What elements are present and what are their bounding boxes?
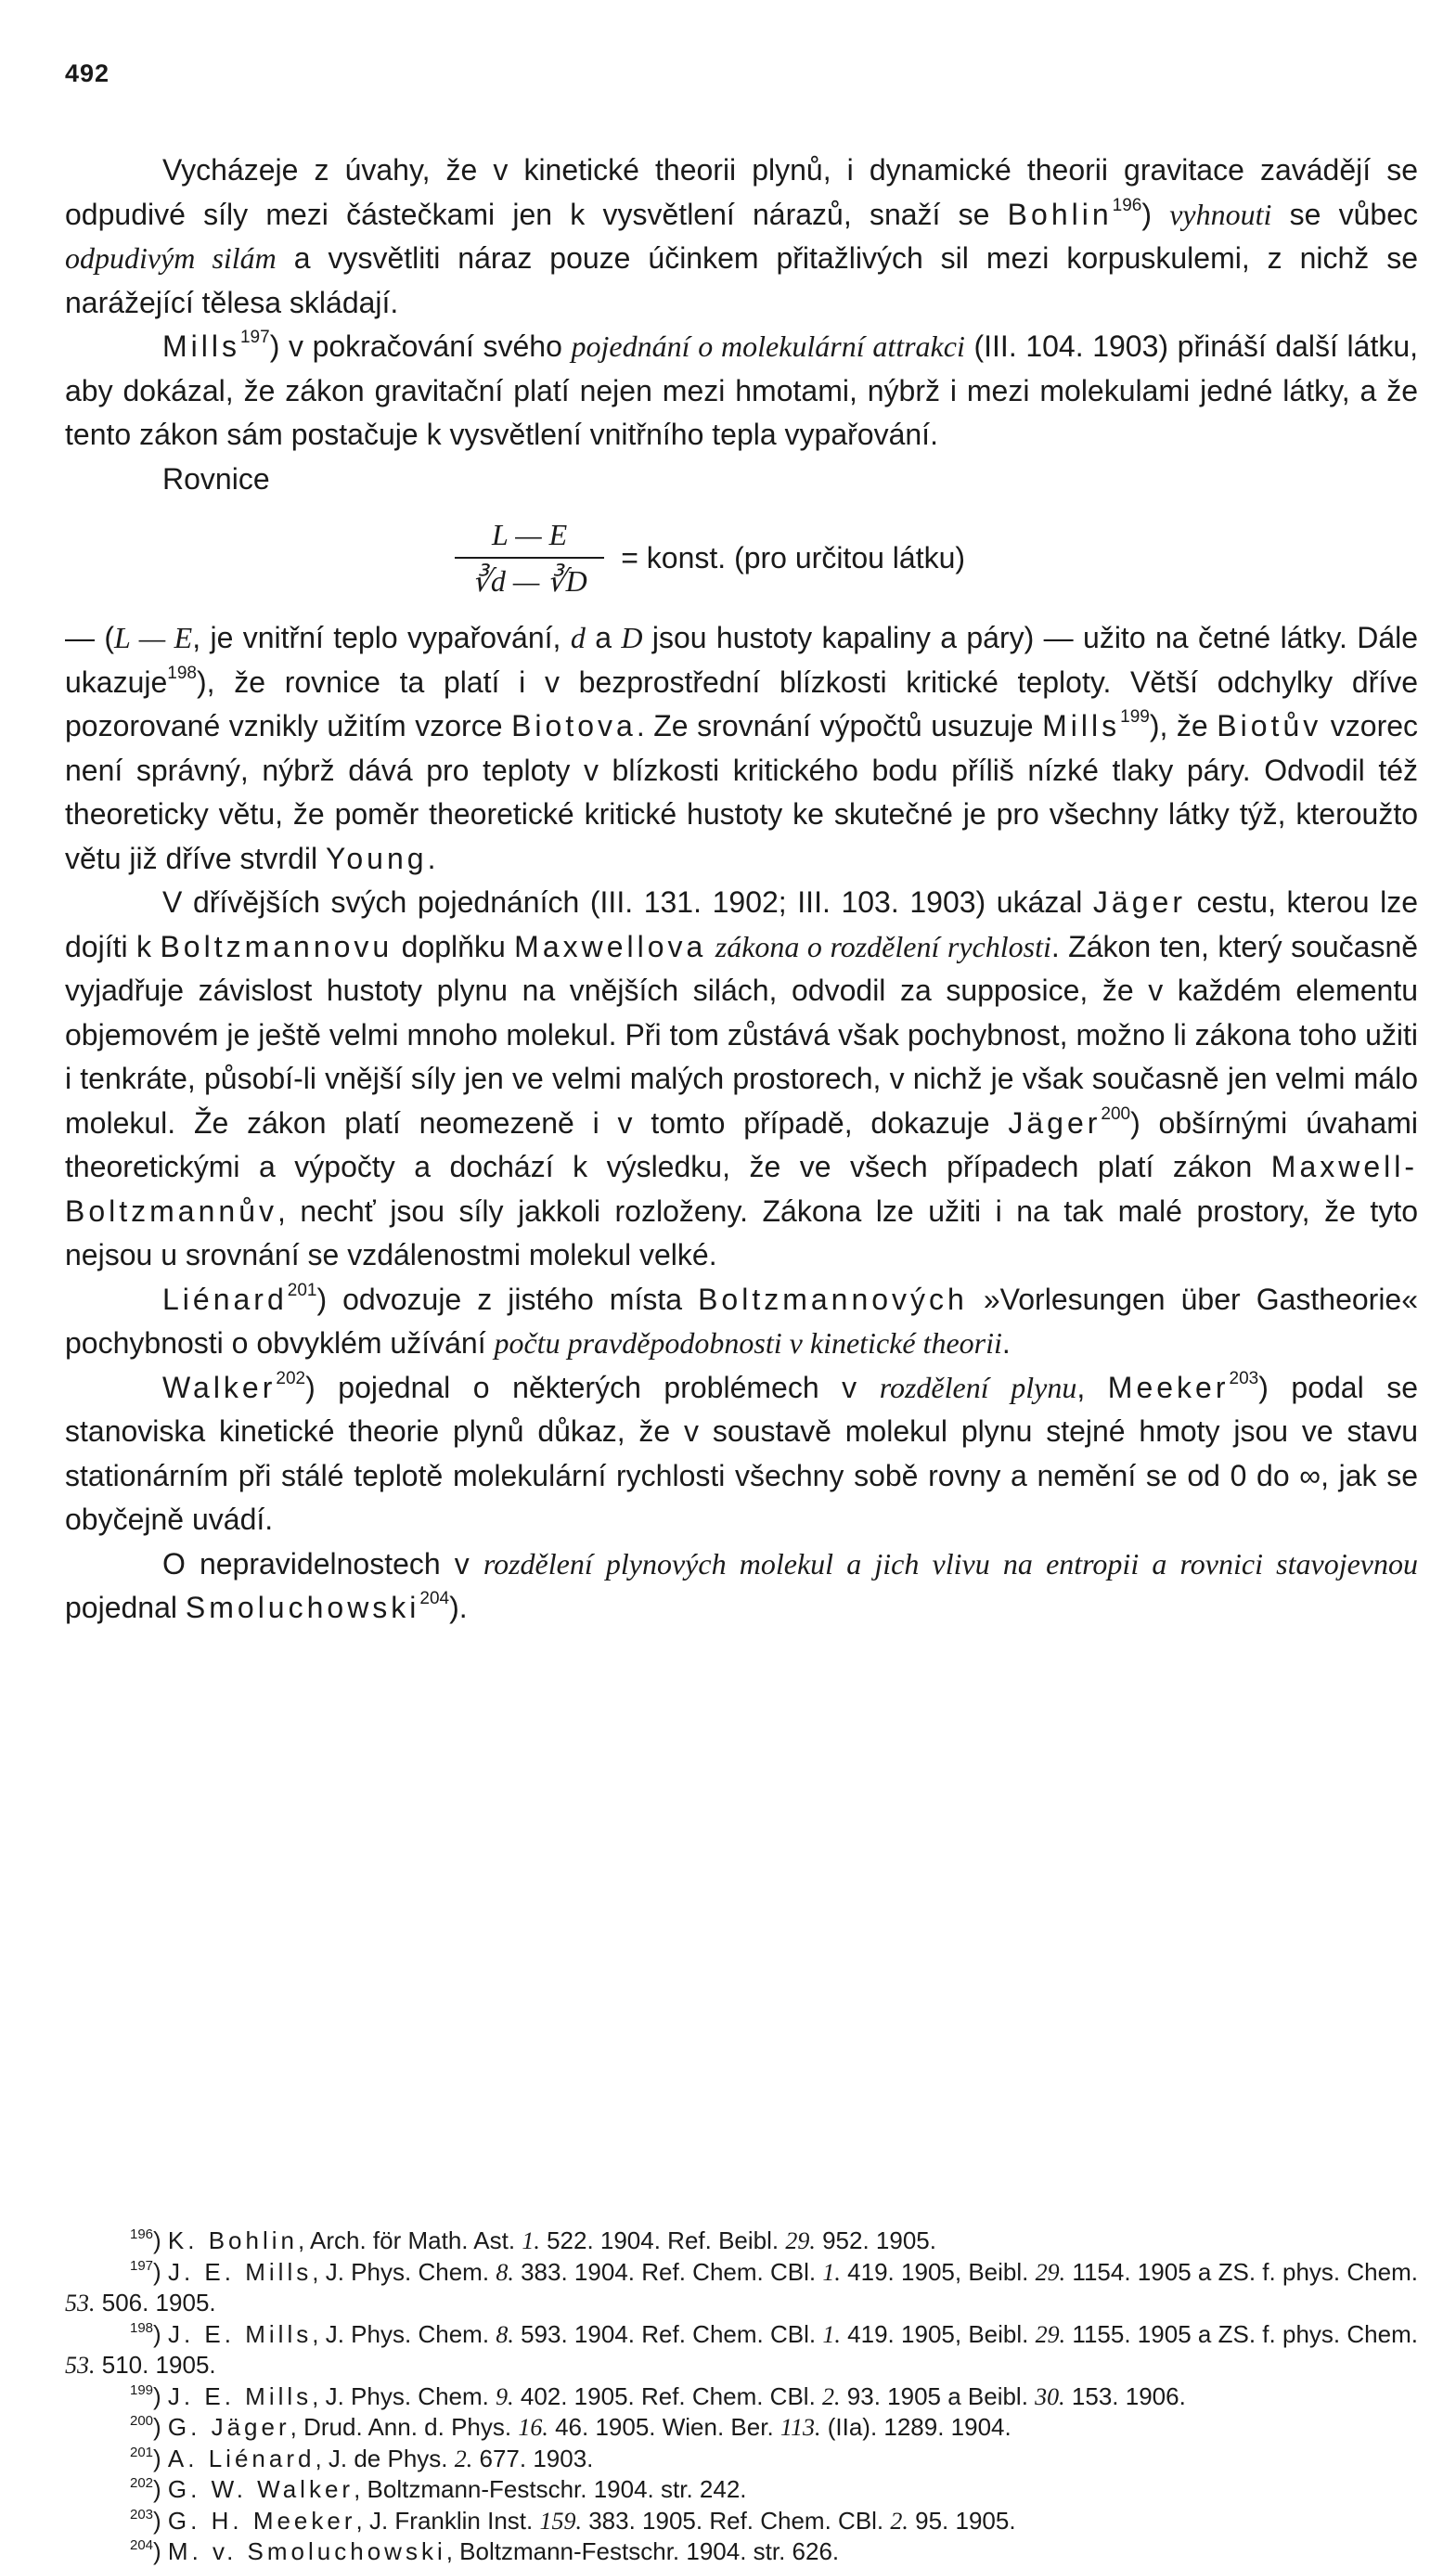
body-text — [65, 148, 1418, 1631]
text: ) obšírnými úvahami theoretickými a výpočty a dochází k výsledku, že ve všech případech platí zákon — [65, 1105, 1419, 1183]
text: V dřívějších svých pojednáních (III. 131. 1902; III. 103. 1903) ukázal — [162, 885, 1083, 919]
text: cestu, kterou lze dojíti k — [65, 885, 1419, 963]
text: 1154. 1905 a ZS. f. phys. Chem. — [1072, 2257, 1418, 2286]
text: 593. 1904. Ref. Chem. CBl. — [521, 2319, 817, 2348]
text: 1155. 1905 a ZS. f. phys. Chem. — [1072, 2319, 1418, 2348]
volume: 53. — [65, 2290, 96, 2316]
text: . — [427, 841, 436, 875]
author-name: G. H. Meeker — [167, 2506, 356, 2535]
volume: 8. — [496, 2258, 514, 2286]
author-name: Bohlin — [1007, 197, 1113, 231]
emphasis: vyhnouti — [1169, 197, 1272, 231]
text: , J. Phys. Chem. — [312, 2381, 489, 2410]
footnote-number: 196 — [130, 2226, 154, 2242]
text: 383. 1905. Ref. Chem. CBl. — [588, 2506, 884, 2535]
footnote-ref: 200 — [1101, 1103, 1131, 1124]
author-name: J. E. Mills — [167, 2257, 313, 2286]
footnote-number: 204 — [130, 2537, 154, 2553]
text: 153. 1906. — [1071, 2381, 1186, 2410]
paragraph-vaporization — [65, 616, 1418, 881]
volume: 2. — [454, 2445, 473, 2472]
text: ), že — [1149, 709, 1208, 742]
text: ) podal se stanoviska kinetické theorie plynů důkaz, že v soustavě molekul plynu stejné hmoty jsou ve stavu stationárním při stálé teplotě molekulární rychlosti všechny sobě rovny a nemění se od 0 do ∞, jak se obyčejně uvádí. — [65, 1370, 1419, 1536]
footnote-number: 197 — [130, 2257, 154, 2274]
volume: 9. — [496, 2382, 514, 2410]
footnote-number: 198 — [130, 2319, 154, 2336]
author-name: Maxwell-Boltzmannův — [65, 1150, 1419, 1228]
footnote: $^{204}$) M. v. Smoluchowski, Boltzmann-Festschr. 1904. str. 626. — [130, 2537, 840, 2565]
author-name: Walker — [162, 1370, 277, 1404]
author-name: G. Jäger — [167, 2413, 290, 2441]
author-name: Smoluchowski — [185, 1591, 420, 1624]
emphasis: L — E — [114, 621, 193, 654]
text: ), že rovnice ta platí i v bezprostřední blízkosti kritické teploty. Větší odchylky dříve pozorované vznikly užitím vzorce — [65, 665, 1418, 742]
text: 522. 1904. Ref. Beibl. — [547, 2226, 780, 2254]
author-name: Liénard — [162, 1282, 288, 1316]
emphasis: odpudivým silám — [65, 241, 277, 275]
text: 383. 1904. Ref. Chem. CBl. — [521, 2257, 817, 2286]
text: . — [1001, 1326, 1011, 1360]
footnote: $^{201}$) A. Liénard, J. de Phys. 2. 677. 1903. — [130, 2444, 594, 2472]
footnote-ref: 203 — [1229, 1368, 1259, 1388]
text: , Boltzmann-Festschr. 1904. str. 626. — [445, 2537, 840, 2565]
volume: 159. — [539, 2507, 582, 2535]
footnote: $^{196}$) K. Bohlin, Arch. för Math. Ast. 1. 522. 1904. Ref. Beibl. 29. 952. 1905. — [130, 2226, 936, 2254]
author-name: Meeker — [1107, 1370, 1230, 1404]
footnote-number: 200 — [130, 2413, 154, 2429]
text: , — [1076, 1370, 1086, 1404]
author-name: K. Bohlin — [167, 2226, 298, 2254]
text: 510. 1905. — [101, 2351, 216, 2379]
paragraph-walker — [65, 1366, 1418, 1542]
text: a vysvětliti náraz pouze účinkem přitažlivých sil mezi korpuskulemi, z nichž se narážející tělesa skládají. — [65, 241, 1419, 319]
text: 46. 1905. Wien. Ber. — [555, 2413, 774, 2441]
volume: 53. — [65, 2352, 96, 2379]
footnote-number: 199 — [130, 2381, 154, 2398]
text: a — [595, 621, 612, 654]
text: 402. 1905. Ref. Chem. CBl. — [520, 2381, 816, 2410]
emphasis: d — [570, 621, 586, 654]
equation-denominator: ∛d — ∛D — [471, 564, 587, 598]
volume: 29. — [1035, 2320, 1066, 2348]
equation-numerator: L — E — [455, 514, 604, 559]
text: 419. 1905, Beibl. — [847, 2319, 1029, 2348]
volume: 30. — [1035, 2382, 1065, 2410]
author-name: Biotova — [511, 709, 637, 742]
text: 952. 1905. — [822, 2226, 936, 2254]
text: 677. 1903. — [479, 2444, 594, 2472]
text: , Drud. Ann. d. Phys. — [290, 2413, 512, 2441]
text: »Vorlesungen über Gastheorie« pochybnosti o obvyklém užívání — [65, 1282, 1419, 1360]
equation — [455, 501, 1418, 616]
text: (IIa). 1289. 1904. — [827, 2413, 1011, 2441]
paragraph-mills — [65, 325, 1418, 458]
footnote-ref: 197 — [239, 328, 270, 347]
equation-tail: = konst. (pro určitou látku) — [621, 541, 966, 575]
footnote: $^{197}$) J. E. Mills, J. Phys. Chem. 8. 383. 1904. Ref. Chem. CBl. 1. 419. 1905, Beibl. 29. 1154. 1905 a ZS. f. phys. Chem. 53. 506. 1905. — [65, 2257, 1418, 2316]
footnote-ref: 204 — [419, 1589, 450, 1608]
footnotes — [65, 2226, 1418, 2568]
paragraph-bohlin — [65, 148, 1418, 325]
author-name: Biotův — [1217, 709, 1322, 742]
footnote-ref: 202 — [276, 1368, 306, 1388]
text: , Arch. för Math. Ast. — [298, 2226, 516, 2254]
footnote: $^{200}$) G. Jäger, Drud. Ann. d. Phys. 16. 46. 1905. Wien. Ber. 113. (IIa). 1289. 1904. — [130, 2413, 1011, 2441]
text: , — [192, 621, 211, 654]
volume: 29. — [785, 2227, 816, 2254]
text: 93. 1905 a Beibl. — [846, 2381, 1028, 2410]
text: — ( — [65, 621, 115, 654]
volume: 2. — [890, 2507, 908, 2535]
text: ). — [449, 1591, 468, 1624]
text: pojednal — [65, 1591, 177, 1624]
author-name: Boltzmannových — [698, 1282, 968, 1316]
text: 506. 1905. — [101, 2289, 216, 2316]
text: je vnitřní teplo vypařování, — [210, 621, 561, 654]
text: 419. 1905, Beibl. — [847, 2257, 1029, 2286]
equation-fraction — [455, 514, 604, 603]
volume: 1. — [822, 2258, 841, 2286]
emphasis: pojednání o molekulární attrakci — [571, 329, 965, 363]
volume: 16. — [518, 2414, 548, 2441]
footnote-ref: 196 — [1112, 195, 1142, 215]
footnote-ref: 199 — [1120, 707, 1150, 727]
author-name: Young — [325, 841, 428, 875]
footnote-number: 201 — [130, 2444, 154, 2460]
author-name: Mills — [1042, 709, 1121, 742]
text: , J. Franklin Inst. — [355, 2506, 534, 2535]
emphasis: zákona o rozdělení rychlosti — [715, 929, 1051, 963]
text: , nechť jsou síly jakkoli rozloženy. Zákona lze užiti i na tak malé prostory, že tyto nejsou u srovnání se vzdálenostmi molekul velké. — [65, 1194, 1418, 1271]
footnote: $^{199}$) J. E. Mills, J. Phys. Chem. 9. 402. 1905. Ref. Chem. CBl. 2. 93. 1905 a Beibl. 30. 153. 1906. — [130, 2381, 1186, 2410]
author-name: G. W. Walker — [167, 2475, 354, 2503]
text: doplňku — [401, 929, 506, 963]
emphasis: rozdělení plynových molekul a jich vlivu na entropii a rovnici stavojevnou — [483, 1546, 1419, 1581]
footnote-number: 202 — [130, 2475, 154, 2491]
volume: 1. — [522, 2227, 540, 2254]
emphasis: počtu pravděpodobnosti v kinetické theorii — [494, 1326, 1002, 1360]
author-name: J. E. Mills — [167, 2381, 313, 2410]
footnote: $^{202}$) G. W. Walker, Boltzmann-Festschr. 1904. str. 242. — [130, 2475, 747, 2503]
author-name: J. E. Mills — [167, 2319, 313, 2348]
text: vzorec není správný, nýbrž dává pro teploty v blízkosti kritického bodu příliš nízké tlaky páry. Odvodil též theoreticky větu, že poměr theoretické kritické hustoty ke skutečné je pro všechny látky týž, kteroužto větu již dříve stvrdil — [65, 709, 1419, 875]
author-name: M. v. Smoluchowski — [167, 2537, 446, 2565]
text: ) — [1141, 197, 1152, 231]
paragraph-equation-lead — [65, 458, 1418, 502]
text: Rovnice — [162, 461, 270, 496]
footnote-ref: 198 — [167, 663, 197, 683]
text: ) pojednal o některých problémech v — [305, 1370, 857, 1404]
volume: 2. — [822, 2382, 841, 2410]
author-name: Maxwellova — [514, 929, 707, 963]
emphasis: rozdělení plynu — [879, 1370, 1077, 1404]
author-name: Jäger — [1092, 885, 1186, 919]
emphasis: D — [621, 621, 643, 654]
paragraph-lienard — [65, 1278, 1418, 1366]
text: , J. Phys. Chem. — [312, 2257, 490, 2286]
text: O nepravidelnostech v — [162, 1546, 470, 1581]
footnote-ref: 201 — [287, 1280, 317, 1300]
volume: 1. — [822, 2320, 841, 2348]
text: (III. 104. 1903) přináší další látku, aby dokázal, že zákon gravitační platí nejen mezi hmotami, nýbrž i mezi molekulami jedné látky, a že tento zákon sám postačuje k vysvětlení vnitřního tepla vypařování. — [65, 329, 1419, 451]
text: se vůbec — [1289, 197, 1419, 231]
text: . Zákon ten, který současně vyjadřuje závislost hustoty plynu na vnějších silách, odvodil za supposice, že v každém elementu objemovém je ještě velmi mnoho molekul. Při tom zůstává však pochybnost, možno li zákona toho užiti i tenkráte, působí-li vnější síly jen ve velmi malých prostorech, v nichž je však současně jen velmi málo molekul. Že zákon platí neomezeně i v tomto případě, dokazuje — [65, 929, 1419, 1140]
text: , J. de Phys. — [315, 2444, 448, 2472]
footnote: $^{198}$) J. E. Mills, J. Phys. Chem. 8. 593. 1904. Ref. Chem. CBl. 1. 419. 1905, Beibl. 29. 1155. 1905 a ZS. f. phys. Chem. 53. 510. 1905. — [65, 2319, 1418, 2379]
text: Vycházeje z úvahy, že v kinetické theorii plynů, i dynamické theorii gravitace zavádějí se odpudivé síly mezi částečkami jen k vysvětlení nárazů, snaží se — [65, 153, 1418, 231]
author-name: Jäger — [1008, 1105, 1102, 1140]
text: ) odvozuje z jistého místa — [316, 1282, 683, 1316]
text: . Ze srovnání výpočtů usuzuje — [636, 709, 1034, 742]
author-name: Mills — [162, 329, 240, 363]
text: jsou hustoty kapaliny a páry) — užito na četné látky. Dále ukazuje — [65, 621, 1419, 699]
page-number: 492 — [65, 59, 110, 87]
text: 95. 1905. — [915, 2506, 1016, 2535]
author-name: A. Liénard — [167, 2444, 316, 2472]
volume: 8. — [496, 2320, 514, 2348]
paragraph-smoluchowski — [65, 1542, 1418, 1631]
volume: 113. — [780, 2414, 821, 2441]
text: ) v pokračování svého — [269, 329, 562, 363]
author-name: Boltzmannovu — [160, 929, 393, 963]
footnote: $^{203}$) G. H. Meeker, J. Franklin Inst. 159. 383. 1905. Ref. Chem. CBl. 2. 95. 1905. — [130, 2506, 1016, 2535]
footnote-number: 203 — [130, 2506, 154, 2523]
volume: 29. — [1035, 2258, 1066, 2286]
text: , Boltzmann-Festschr. 1904. str. 242. — [354, 2475, 747, 2503]
text: , J. Phys. Chem. — [312, 2319, 490, 2348]
paragraph-jager — [65, 881, 1418, 1278]
